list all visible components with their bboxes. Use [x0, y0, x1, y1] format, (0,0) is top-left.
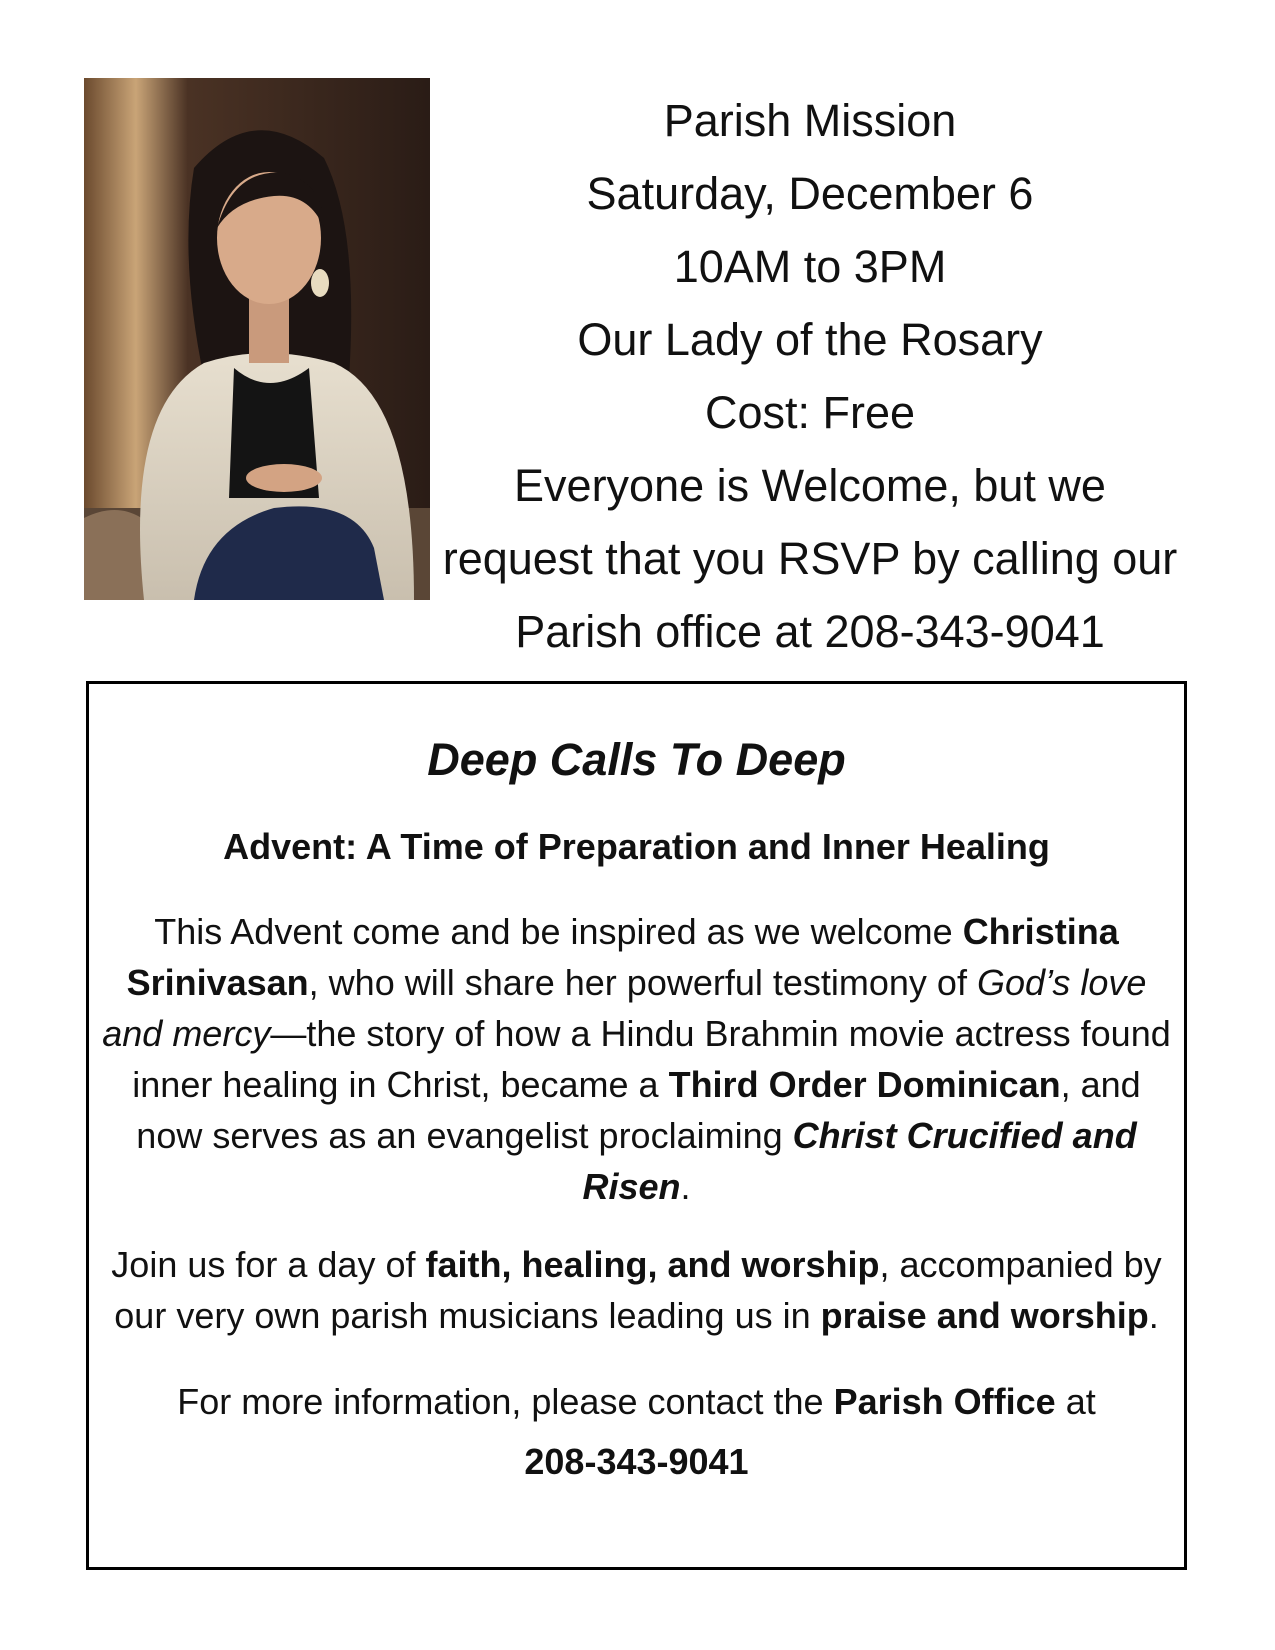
praise-phrase: praise and worship: [820, 1295, 1149, 1336]
love-mercy-phrase: God’s love and mercy: [102, 962, 1147, 1054]
contact-text-2: at: [1055, 1381, 1096, 1422]
rsvp-line-1: Everyone is Welcome, but we: [514, 460, 1106, 511]
contact-phone: 208-343-9041: [524, 1441, 749, 1482]
speaker-photo: [84, 78, 430, 600]
christ-phrase: Christ Crucified and Risen: [582, 1115, 1137, 1207]
event-details: [430, 84, 1190, 668]
rsvp-line-2: request that you RSVP by calling our: [442, 533, 1178, 584]
rsvp-line-3: Parish office at 208-343-9041: [515, 606, 1105, 657]
intro-text-1: This Advent come and be inspired as we welcome: [154, 911, 963, 952]
intro-text-3: —the story of how a Hindu Brahmin movie actress found inner healing in Christ, became a: [132, 1013, 1171, 1105]
order-name: Third Order Dominican: [668, 1064, 1061, 1105]
event-location: Our Lady of the Rosary: [577, 314, 1043, 365]
talk-description-box: [86, 681, 1187, 1570]
speaker-name: Christina Srinivasan: [126, 911, 1119, 1003]
intro-text-5: .: [680, 1166, 691, 1207]
contact-paragraph: [95, 1372, 1178, 1492]
join-text-3: .: [1148, 1295, 1159, 1336]
intro-text-4: , and now serves as an evangelist proclaiming: [136, 1064, 1141, 1156]
talk-title: Deep Calls To Deep: [427, 734, 846, 785]
event-time: 10AM to 3PM: [673, 241, 947, 292]
parish-office-label: Parish Office: [833, 1381, 1056, 1422]
contact-text-1: For more information, please contact the: [177, 1381, 834, 1422]
intro-text-2: , who will share her powerful testimony of: [308, 962, 977, 1003]
speaker-portrait-image: [84, 78, 430, 600]
join-paragraph: [95, 1239, 1178, 1341]
join-text-1: Join us for a day of: [111, 1244, 426, 1285]
event-date: Saturday, December 6: [586, 168, 1034, 219]
day-themes: faith, healing, and worship: [425, 1244, 880, 1285]
intro-paragraph: [95, 906, 1178, 1212]
talk-subtitle: Advent: A Time of Preparation and Inner Healing: [223, 826, 1050, 867]
join-text-2: , accompanied by our very own parish musicians leading us in: [114, 1244, 1162, 1336]
event-name: Parish Mission: [663, 95, 957, 146]
event-cost: Cost: Free: [704, 387, 916, 438]
